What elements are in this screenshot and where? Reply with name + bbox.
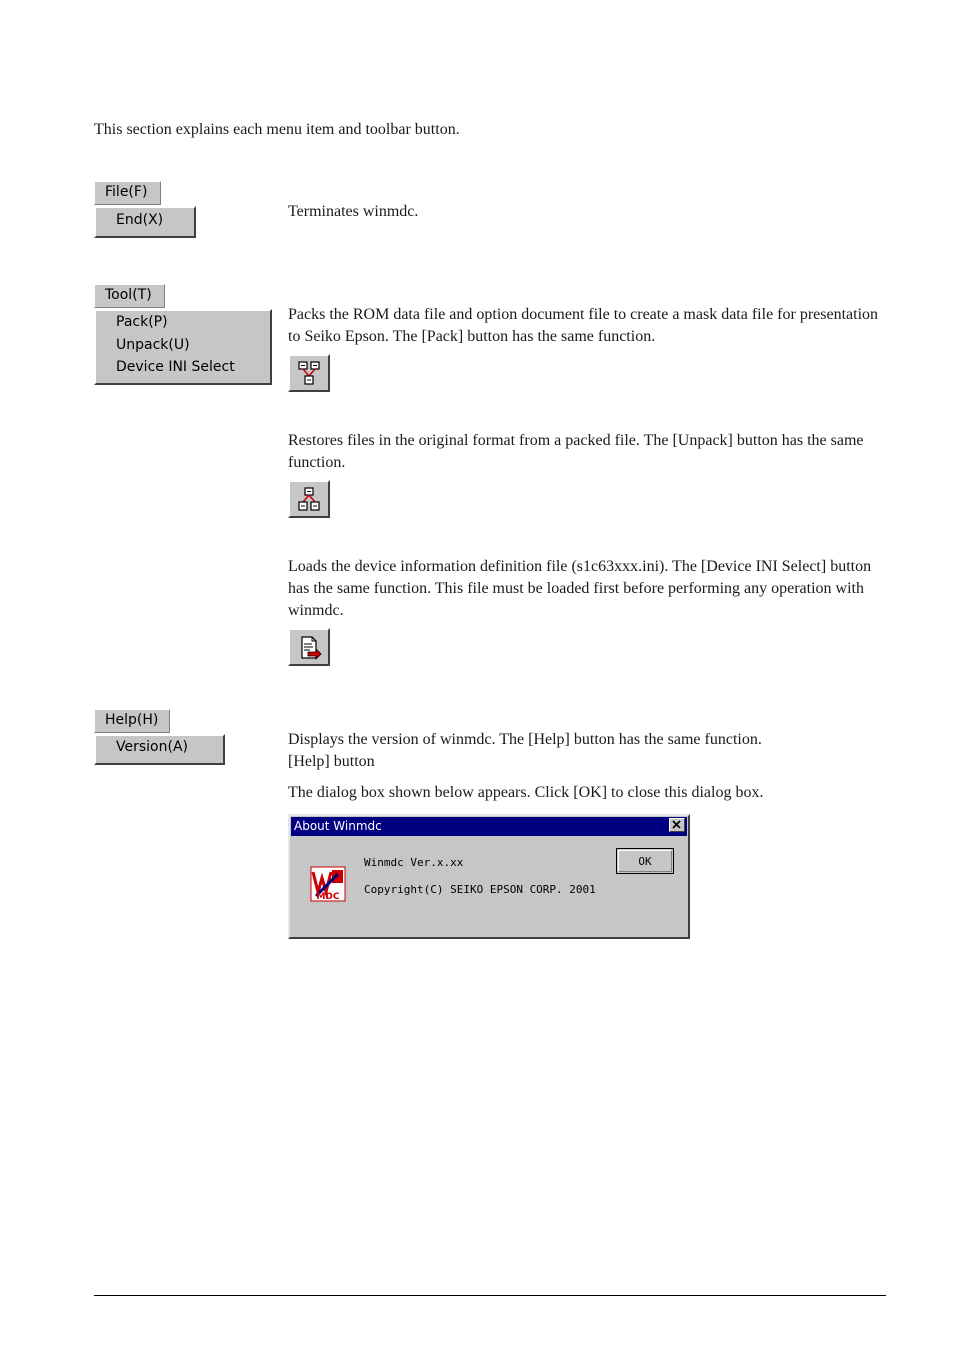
unpack-description: Restores files in the original format from a packed file. The [Unpack] button has the same function. [288,432,864,471]
dialog-copyright-text: Copyright(C) SEIKO EPSON CORP. 2001 [364,883,596,896]
dialog-version-text: Winmdc Ver.x.xx [364,856,464,869]
logo-text: MDC [316,892,340,902]
device-ini-select-button[interactable] [288,628,330,666]
dialog-title-bar [291,817,687,836]
pack-description: Packs the ROM data file and option document file to create a mask data file for presentation to Seiko Epson. The [Pack] button has the same function. [288,306,879,345]
help-menu-header[interactable] [94,709,170,733]
menu-item-pack[interactable]: Pack(P) [116,314,168,330]
pack-icon [296,360,324,388]
dialog-close-button[interactable] [669,818,685,832]
help-button-label: [Help] button [288,753,375,770]
help-menu-panel [94,734,225,765]
winmdc-logo-icon [310,866,346,902]
version-description: Displays the version of winmdc. The [Help] button has the same function. [288,731,762,748]
menu-item-device-ini-select[interactable]: Device INI Select [116,359,235,375]
pack-button[interactable] [288,354,330,392]
unpack-button[interactable] [288,480,330,518]
tool-menu-label: Tool(T) [105,287,152,303]
dialog-note: The dialog box shown below appears. Click [OK] to close this dialog box. [288,784,764,801]
menu-item-unpack[interactable]: Unpack(U) [116,337,190,353]
tool-menu-panel [94,309,272,385]
unpack-icon [296,486,324,514]
menu-item-version[interactable]: Version(A) [116,739,188,755]
device-ini-icon [296,634,324,662]
footer-rule [94,1295,886,1296]
file-menu-header[interactable] [94,181,161,205]
intro-text: This section explains each menu item and toolbar button. [94,121,460,138]
dialog-title: About Winmdc [294,819,382,833]
menu-item-end[interactable]: End(X) [116,212,164,228]
tool-menu-header[interactable] [94,284,165,308]
device-ini-description: Loads the device information definition file (s1c63xxx.ini). The [Device INI Select] button has the same function. This file must be loaded first before performing any operation with winmdc. [288,558,872,619]
about-dialog [288,814,690,939]
help-menu-label: Help(H) [105,712,159,728]
ok-button[interactable] [616,848,674,874]
end-description: Terminates winmdc. [288,203,419,220]
file-menu-label: File(F) [105,184,148,200]
ok-button-label: OK [618,850,672,872]
close-icon [670,819,684,831]
file-menu-panel [94,206,196,238]
